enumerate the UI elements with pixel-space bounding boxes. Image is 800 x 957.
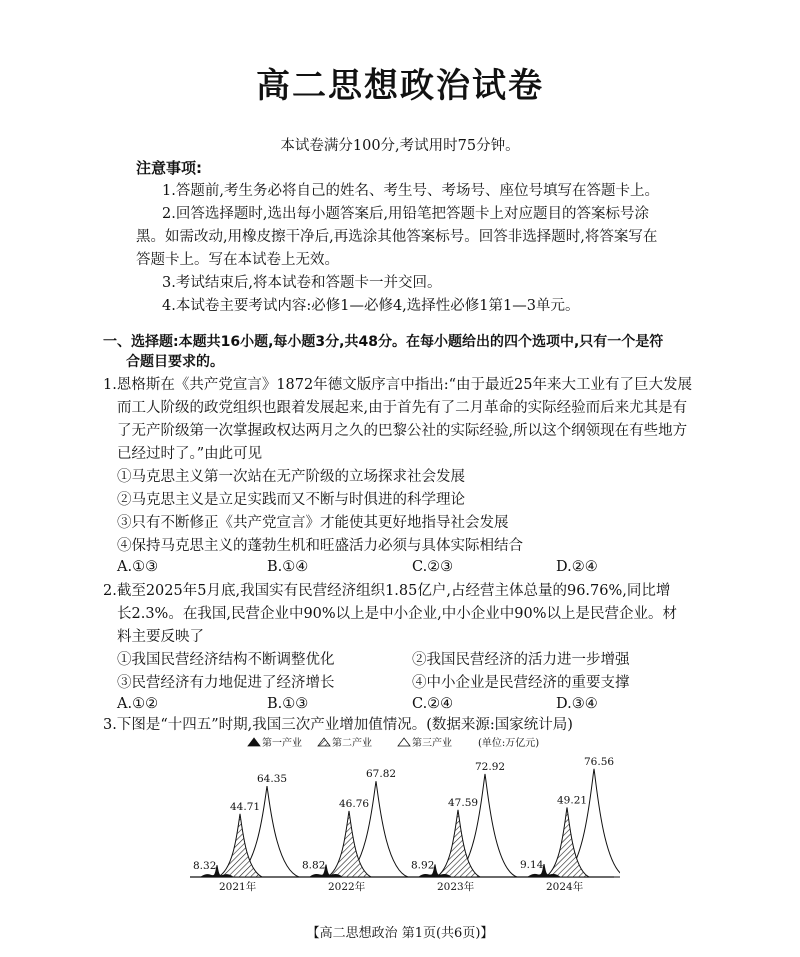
legend-swatch-3 — [398, 738, 410, 746]
q1-option-d: D.②④ — [556, 559, 598, 575]
legend-swatch-1 — [248, 738, 260, 746]
category-label: 2022年 — [328, 881, 366, 893]
q1-stem: 已经过时了。”由此可见 — [117, 446, 263, 462]
q2-item: ①我国民营经济结构不断调整优化 — [117, 652, 335, 668]
q1-item: ②马克思主义是立足实践而又不断与时俱进的科学理论 — [117, 492, 465, 508]
data-label: 72.92 — [475, 761, 506, 774]
q1-stem: 了无产阶级第一次掌握政权达两月之久的巴黎公社的实际经验,所以这个纲领现在有些地方 — [117, 423, 688, 439]
notice-heading: 注意事项: — [136, 159, 202, 177]
data-label: 49.21 — [557, 794, 588, 807]
data-label: 67.82 — [366, 768, 397, 781]
q2-option-a: A.①② — [117, 696, 159, 712]
q2-stem: 料主要反映了 — [117, 629, 204, 645]
q2-stem: 2.截至2025年5月底,我国实有民营经济组织1.85亿户,占经营主体总量的96.76%,同比增 — [103, 583, 671, 599]
q1-option-b: B.①④ — [267, 559, 309, 575]
data-label: 76.56 — [584, 755, 615, 768]
industry-chart — [180, 732, 620, 897]
unit-label: (单位:万亿元) — [478, 738, 540, 749]
q2-stem: 长2.3%。在我国,民营企业中90%以上是中小企业,中小企业中90%以上是民营企业。材 — [117, 606, 678, 622]
section-heading-cont: 合题目要求的。 — [126, 354, 224, 370]
data-label: 44.71 — [230, 800, 261, 813]
q1-option-a: A.①③ — [117, 559, 159, 575]
data-label: 9.14 — [520, 859, 544, 872]
q1-stem: 而工人阶级的政党组织也跟着发展起来,由于首先有了二月革命的实际经验而后来尤其是有 — [117, 400, 688, 416]
notice-line: 黑。如需改动,用橡皮擦干净后,再选涂其他答案标号。回答非选择题时,将答案写在 — [136, 229, 658, 245]
page-title: 高二思想政治试卷 — [256, 66, 544, 106]
notice-line: 4.本试卷主要考试内容:必修1—必修4,选择性必修1第1—3单元。 — [162, 298, 580, 314]
data-label: 47.59 — [448, 796, 479, 809]
q1-stem: 1.恩格斯在《共产党宣言》1872年德文版序言中指出:“由于最近25年来大工业有了巨大发展 — [103, 377, 692, 393]
q2-item: ②我国民营经济的活力进一步增强 — [412, 652, 630, 668]
legend-label-1: 第一产业 — [262, 738, 302, 749]
category-label: 2021年 — [219, 881, 257, 893]
q3-stem: 3.下图是“十四五”时期,我国三次产业增加值情况。(数据来源:国家统计局) — [103, 717, 573, 733]
category-label: 2023年 — [437, 881, 475, 893]
legend-label-2: 第二产业 — [332, 738, 372, 749]
q2-option-b: B.①③ — [267, 696, 309, 712]
data-label: 8.82 — [302, 859, 326, 872]
notice-line: 3.考试结束后,将本试卷和答题卡一并交回。 — [162, 275, 442, 291]
notice-line: 答题卡上。写在本试卷上无效。 — [136, 252, 339, 268]
q1-item: ③只有不断修正《共产党宣言》才能使其更好地指导社会发展 — [117, 515, 509, 531]
q2-item: ④中小企业是民营经济的重要支撑 — [412, 675, 630, 691]
section-heading: 一、选择题:本题共16小题,每小题3分,共48分。在每小题给出的四个选项中,只有一个是符 — [103, 334, 664, 350]
exam-info: 本试卷满分100分,考试用时75分钟。 — [280, 138, 520, 154]
data-label: 64.35 — [257, 773, 288, 786]
category-label: 2024年 — [546, 881, 584, 893]
notice-line: 2.回答选择题时,选出每小题答案后,用铅笔把答题卡上对应题目的答案标号涂 — [162, 206, 650, 222]
legend-label-3: 第三产业 — [412, 738, 452, 749]
q1-item: ①马克思主义第一次站在无产阶级的立场探求社会发展 — [117, 469, 465, 485]
legend-swatch-2 — [318, 738, 330, 746]
q1-item: ④保持马克思主义的蓬勃生机和旺盛活力必须与具体实际相结合 — [117, 538, 523, 554]
q2-option-c: C.②④ — [412, 696, 454, 712]
q2-item: ③民营经济有力地促进了经济增长 — [117, 675, 335, 691]
q2-option-d: D.③④ — [556, 696, 598, 712]
chart-svg — [180, 732, 620, 897]
page-footer: 【高二思想政治 第1页(共6页)】 — [306, 926, 494, 941]
data-label: 8.92 — [411, 859, 435, 872]
data-label: 8.32 — [193, 860, 217, 873]
data-label: 46.76 — [339, 797, 370, 810]
notice-line: 1.答题前,考生务必将自己的姓名、考生号、考场号、座位号填写在答题卡上。 — [162, 183, 659, 199]
q1-option-c: C.②③ — [412, 559, 454, 575]
